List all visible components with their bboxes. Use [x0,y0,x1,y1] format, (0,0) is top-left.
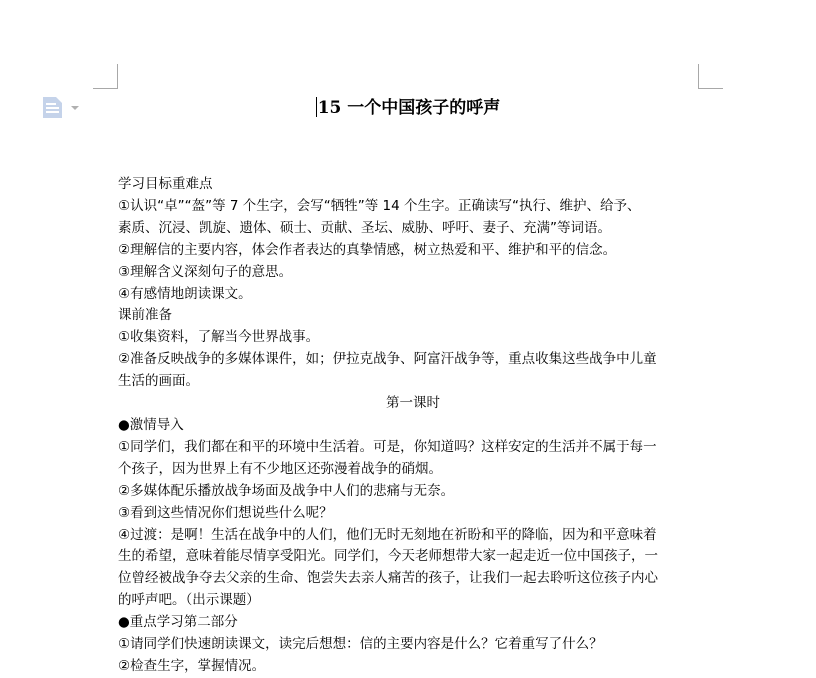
text-line: ●激情导入 [118,416,184,433]
text-line: ①收集资料，了解当今世界战事。 [118,329,320,346]
text-line: ①同学们，我们都在和平的环境中生活着。可是，你知道吗？这样安定的生活并不属于每一 [118,438,657,455]
page-margin-corner-left [93,64,118,89]
text-line: 的呼声吧。（出示课题） [118,592,260,609]
text-line: ④过渡：是啊！生活在战争中的人们，他们无时无刻地在祈盼和平的降临，因为和平意味着 [118,526,657,543]
text-line: ③看到这些情况你们想说些什么呢？ [118,504,333,521]
text-line: ①认识“卓”“盔”等 7 个生字，会写“牺牲”等 14 个生字。正确读写“执行、维护、给予、 [118,197,641,214]
document-body[interactable] [118,174,708,678]
text-line: 课前准备 [118,307,172,324]
text-line: 生的希望，意味着能尽情享受阳光。同学们，今天老师想带大家一起走近一位中国孩子，一 [118,548,658,565]
text-line: 位曾经被战争夺去父亲的生命、饱尝失去亲人痛苦的孩子，让我们一起去聆听这位孩子内心 [118,570,658,587]
text-line: ③理解含义深刻句子的意思。 [118,263,293,280]
title-text: 15 一个中国孩子的呼声 [317,98,501,118]
document-title[interactable] [0,97,816,119]
text-line: 生活的画面。 [118,373,199,390]
text-line: ②检查生字，掌握情况。 [118,657,266,674]
page-margin-corner-right [698,64,723,89]
text-line: ①请同学们快速朗读课文，读完后想想：信的主要内容是什么？它着重写了什么？ [118,636,603,653]
text-line: ●重点学习第二部分 [118,614,238,631]
text-line: ②理解信的主要内容，体会作者表达的真挚情感，树立热爱和平、维护和平的信念。 [118,241,617,258]
text-line: 学习目标重难点 [118,176,213,192]
text-line: ②准备反映战争的多媒体课件，如；伊拉克战争、阿富汗战争等，重点收集这些战争中儿童 [118,351,657,368]
text-cursor [316,97,317,117]
text-line: 个孩子，因为世界上有不少地区还弥漫着战争的硝烟。 [118,460,442,477]
text-line: ②多媒体配乐播放战争场面及战争中人们的悲痛与无奈。 [118,482,455,499]
section-heading: 第一课时 [386,395,440,412]
text-line: ④有感情地朗读课文。 [118,285,252,302]
text-line: 素质、沉浸、凯旋、遗体、硕士、贡献、圣坛、威胁、呼吁、妻子、充满”等词语。 [118,219,611,236]
